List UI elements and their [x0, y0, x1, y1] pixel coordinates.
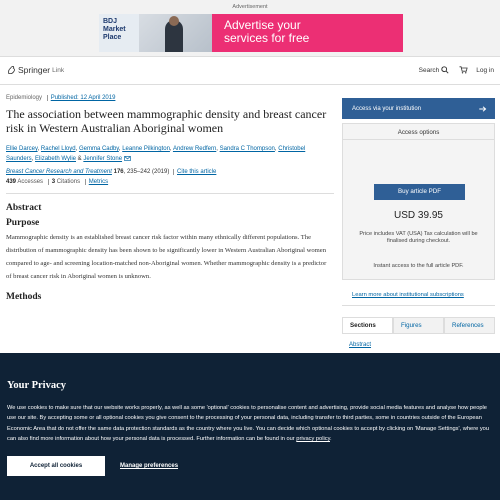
sidebar [342, 98, 495, 362]
journal-pages: , 235–242 (2019) [123, 169, 170, 175]
author-link[interactable]: Gemma Cadby [78, 146, 119, 152]
tab-references[interactable]: References [444, 317, 495, 333]
article-meta [6, 95, 331, 101]
institutional-subscriptions-link[interactable]: Learn more about institutional subscriptions [352, 292, 464, 298]
ad-brand-line: Place [103, 34, 122, 41]
site-header [0, 57, 500, 85]
purpose-heading: Purpose [6, 218, 40, 228]
article-main [6, 95, 331, 302]
section-link-abstract[interactable]: Abstract [349, 342, 372, 348]
privacy-banner [0, 353, 500, 500]
privacy-heading: Your Privacy [7, 380, 67, 391]
ad-brand-line: Market [103, 26, 126, 33]
manage-preferences-link[interactable]: Manage preferences [120, 463, 179, 469]
ad-headline-line: Advertise your [224, 18, 301, 32]
author-link[interactable]: Elizabeth Wylie [35, 156, 76, 162]
privacy-body-end: . [330, 436, 332, 443]
accept-cookies-button[interactable]: Accept all cookies [7, 456, 105, 476]
springer-logo[interactable] [7, 65, 64, 75]
journal-line [6, 169, 331, 175]
cite-link[interactable]: Cite this article [173, 169, 216, 175]
price: USD 39.95 [394, 210, 443, 221]
buy-pdf-button[interactable]: Buy article PDF [374, 184, 465, 200]
abstract-heading: Abstract [6, 203, 42, 213]
ad-person-head [169, 16, 179, 26]
springer-horse-icon [7, 65, 16, 75]
author-link[interactable]: Jennifer Stone [83, 156, 123, 162]
author-link[interactable]: Sandra C Thompson [219, 146, 275, 152]
login-link[interactable]: Log in [476, 66, 494, 74]
divider [6, 193, 334, 194]
article-category: Epidemiology [6, 95, 43, 101]
ad-brand-line: BDJ [103, 18, 118, 25]
ad-photo [139, 14, 212, 52]
ad-label: Advertisement [232, 4, 268, 10]
access-button-label: Access via your institution [352, 105, 422, 112]
author-link[interactable]: Christobel Saunders [6, 146, 306, 162]
article-metrics [6, 179, 331, 185]
logo-text: Springer [18, 65, 51, 75]
cart-button[interactable] [457, 66, 468, 74]
vat-note: Price includes VAT (USA) Tax calculation will be finalised during checkout. [359, 231, 478, 244]
advertisement-area [0, 0, 500, 57]
search-label: Search [418, 66, 440, 74]
published-date[interactable]: Published: 12 April 2019 [47, 95, 116, 101]
methods-heading: Methods [6, 292, 42, 302]
logo-subtext: Link [52, 66, 65, 74]
divider [342, 305, 495, 306]
search-icon [441, 66, 449, 74]
tab-figures[interactable]: Figures [393, 317, 444, 333]
accesses-count: 439 [6, 179, 17, 185]
author-link[interactable]: Ellie Darcey [6, 146, 38, 152]
privacy-text [7, 403, 495, 445]
accesses-label: Accesses [17, 179, 44, 185]
author-link[interactable]: Leanne Pilkington [122, 146, 170, 152]
journal-link[interactable]: Breast Cancer Research and Treatment [6, 169, 112, 175]
ad-headline-line: services for free [224, 31, 310, 45]
privacy-body-text: We use cookies to make sure that our website works properly, as well as some 'optional' cookies to personalise content and advertising, provide social media features and analyse how people use our site. By accepting some or all optional cookies you give consent to the processing of your personal data, including transfer to third parties, some in countries outside of the European Economic Area that do not offer the same data protection standards as the country where you live. You can decide which optional cookies to accept by clicking on 'Manage Settings', where you can also find more information about how your personal data is processed. Further information can be found in our [7, 405, 489, 443]
tab-sections[interactable]: Sections [342, 317, 393, 333]
search-button[interactable] [419, 66, 450, 74]
arrow-right-icon [479, 106, 487, 112]
author-link[interactable]: Andrew Redfern [172, 146, 217, 152]
ad-headline [224, 19, 309, 45]
author-link[interactable]: Rachel Lloyd [40, 146, 76, 152]
citations-label: Citations [56, 179, 81, 185]
access-options-box [342, 123, 495, 280]
purpose-paragraph: Mammographic density is an established breast cancer risk factor within many ethnically different populations. The distribution of mammographic density has been shown to be significantly lower in Western Australian Aboriginal women compared to age- and screening location-matched non-Aboriginal women. Whether mammographic density is a predictor of breast cancer risk in Aboriginal women is unknown. [6, 234, 327, 280]
ad-banner[interactable] [99, 14, 403, 52]
institution-access-button[interactable] [342, 98, 495, 119]
access-options-heading: Access options [343, 124, 494, 140]
metrics-link[interactable]: Metrics [88, 179, 109, 185]
ad-brand [99, 14, 139, 52]
journal-volume: 176 [113, 169, 124, 175]
article-title: The association between mammographic density and breast cancer risk in Western Australian Aboriginal women [6, 107, 327, 135]
instant-access-note: Instant access to the full article PDF. [373, 263, 464, 269]
email-icon[interactable] [124, 156, 131, 161]
author-list: Ellie Darcey, Rachel Lloyd, Gemma Cadby, Leanne Pilkington, Andrew Redfern, Sandra C Thompson, Christobel Saunders, Elizabeth Wylie & Jennifer Stone [6, 146, 306, 162]
cart-icon [459, 66, 468, 74]
citations-count: 3 [51, 179, 56, 185]
header-actions [411, 66, 494, 74]
privacy-policy-link[interactable]: privacy policy [296, 436, 330, 443]
sidebar-tabs [342, 317, 495, 334]
